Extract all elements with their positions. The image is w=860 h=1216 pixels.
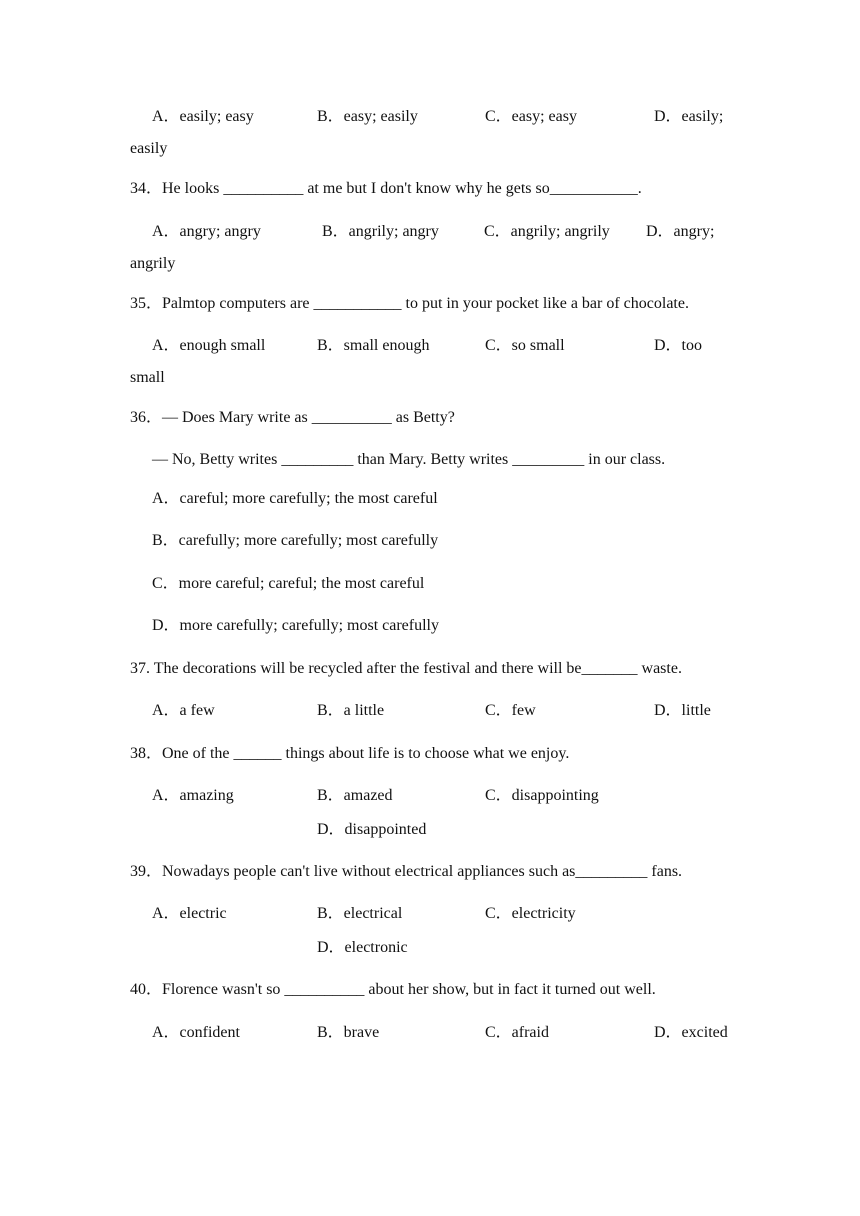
option-c: C．more careful; careful; the most careful — [152, 575, 425, 592]
option-d: D．more carefully; carefully; most carefully — [152, 617, 439, 634]
option-d: D．little — [654, 702, 711, 719]
question-stem: 39．Nowadays people can't live without electrical appliances such as_________ fans. — [130, 863, 683, 880]
question-stem: 35．Palmtop computers are ___________ to put in your pocket like a bar of chocolate. — [130, 295, 689, 312]
option-d: D．excited — [654, 1024, 728, 1041]
option-b: B．brave — [317, 1024, 380, 1041]
option-b: B．small enough — [317, 337, 430, 354]
question-stem: 40．Florence wasn't so __________ about her show, but in fact it turned out well. — [130, 981, 656, 998]
option-d: D．easily; — [654, 108, 724, 125]
option-a: A．electric — [152, 905, 227, 922]
option-d-wrap: small — [130, 369, 165, 386]
question-stem: 37. The decorations will be recycled after the festival and there will be_______ waste. — [130, 660, 682, 677]
option-a: A．careful; more carefully; the most careful — [152, 490, 438, 507]
option-b: B．carefully; more carefully; most carefully — [152, 532, 439, 549]
option-b: B．easy; easily — [317, 108, 418, 125]
question-stem: 38．One of the ______ things about life is to choose what we enjoy. — [130, 745, 570, 762]
option-c: C．easy; easy — [485, 108, 577, 125]
option-b: B．electrical — [317, 905, 403, 922]
option-b: B．a little — [317, 702, 385, 719]
option-b: B．angrily; angry — [322, 223, 439, 240]
option-b: B．amazed — [317, 787, 393, 804]
question-stem-reply: — No, Betty writes _________ than Mary. Betty writes _________ in our class. — [152, 451, 666, 468]
option-c: C．electricity — [485, 905, 576, 922]
option-d: D．electronic — [317, 939, 408, 956]
option-d-wrap: easily — [130, 140, 168, 157]
question-stem: 34．He looks __________ at me but I don't know why he gets so___________. — [130, 180, 642, 197]
option-d: D．too — [654, 337, 703, 354]
option-c: C．so small — [485, 337, 565, 354]
option-c: C．few — [485, 702, 536, 719]
option-a: A．angry; angry — [152, 223, 261, 240]
option-a: A．amazing — [152, 787, 234, 804]
option-c: C．afraid — [485, 1024, 549, 1041]
option-a: A．enough small — [152, 337, 266, 354]
option-c: C．disappointing — [485, 787, 599, 804]
option-a: A．easily; easy — [152, 108, 254, 125]
option-d: D．disappointed — [317, 821, 427, 838]
option-d-wrap: angrily — [130, 255, 176, 272]
option-a: A．a few — [152, 702, 215, 719]
option-c: C．angrily; angrily — [484, 223, 610, 240]
option-a: A．confident — [152, 1024, 240, 1041]
option-d: D．angry; — [646, 223, 715, 240]
question-stem: 36．— Does Mary write as __________ as Betty? — [130, 409, 455, 426]
